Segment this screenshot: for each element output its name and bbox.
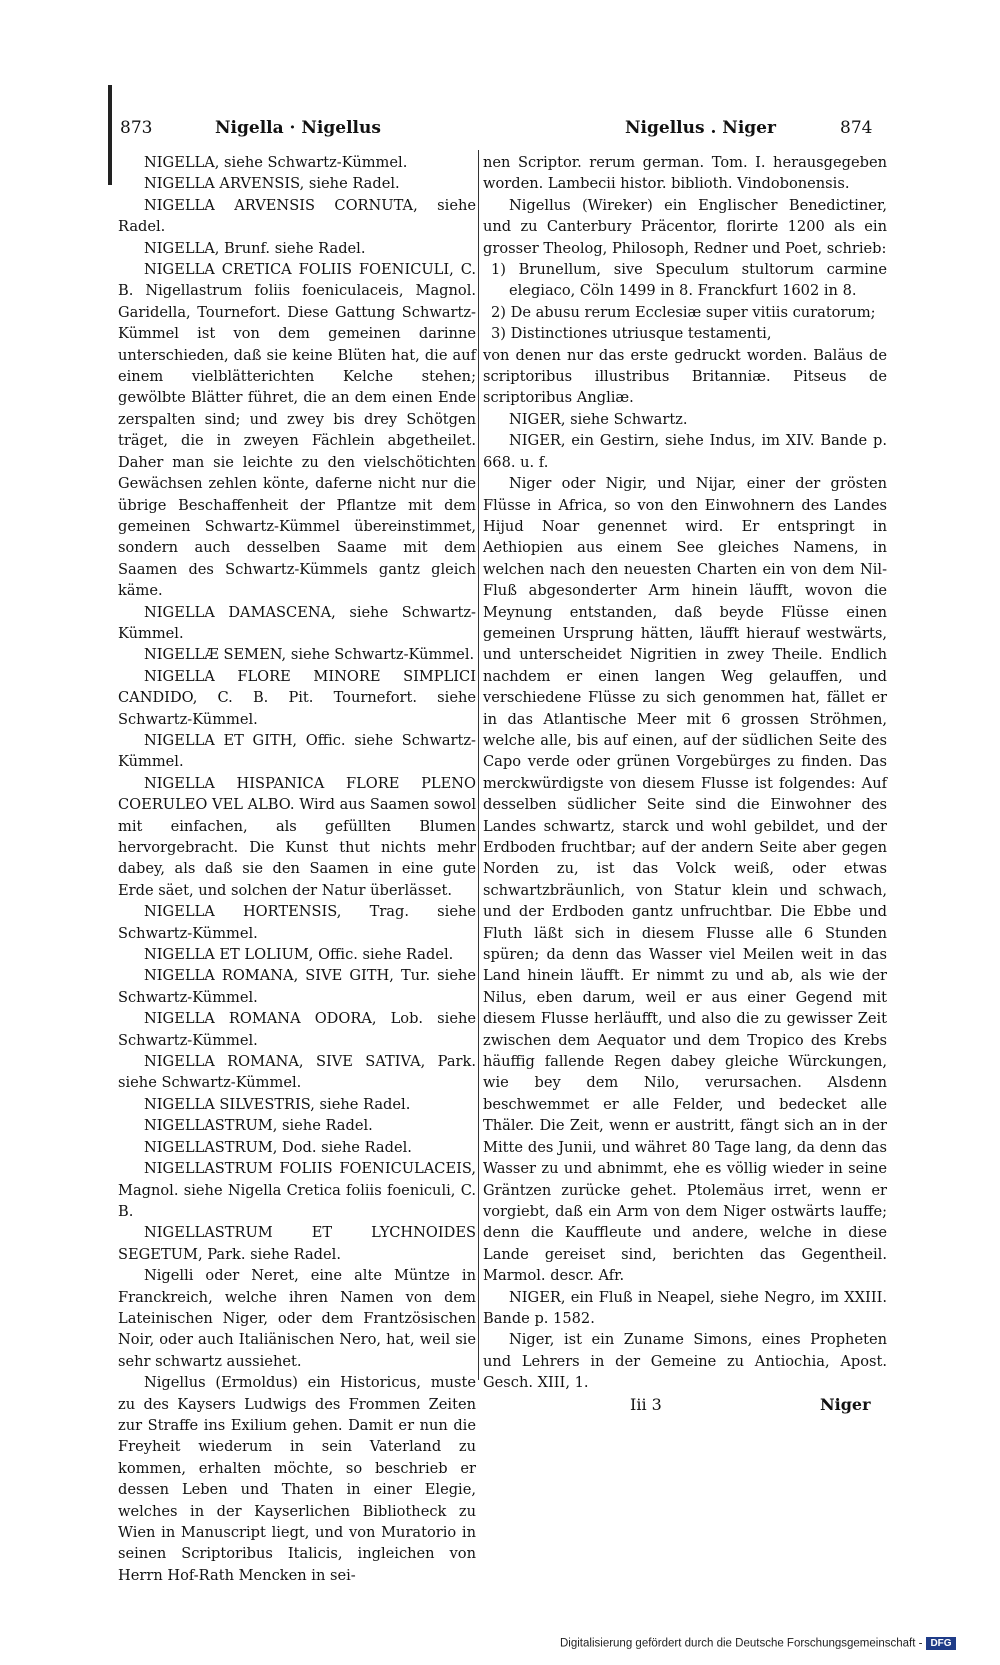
entry-paragraph: 2) De abusu rerum Ecclesiæ super vitiis curatorum; <box>491 303 876 321</box>
left-column <box>118 152 476 1586</box>
entry-paragraph: NIGELLA CRETICA FOLIIS FOENICULI, C. B. Nigellastrum foliis foeniculaceis, Magnol. Garidella, Tournefort. Diese Gattung Schwartz-Kümmel ist von dem gemeinen darinne unterschieden, daß sie keine Blüten hat, die auf einem vielblätterichten Kelche stehen; gewölbte Blätter führet, die an dem einen Ende zerspalten sind; und zwey bis drey Schötgen träget, die in zweyen Fächlein abgetheilet. Daher man sie leichte zu den vielschötichten Gewächsen zehlen könte, daferne nicht nur die übrige Beschaffenheit der Pflantze mit dem gemeinen Schwartz-Kümmel übereinstimmet, sondern auch desselben Saame mit dem Saamen des Schwartz-Kümmels gantz gleich käme. <box>118 261 476 600</box>
entry-paragraph: NIGELLA HORTENSIS, Trag. siehe Schwartz-Kümmel. <box>118 903 476 942</box>
left-page-number: 873 <box>120 118 153 138</box>
right-page-number: 874 <box>840 118 873 138</box>
right-running-title: Nigellus . Niger <box>625 118 776 138</box>
entry-paragraph: NIGELLA ET LOLIUM, Offic. siehe Radel. <box>144 946 454 964</box>
entry-paragraph: NIGELLASTRUM, Dod. siehe Radel. <box>144 1138 412 1156</box>
running-header <box>120 118 890 144</box>
entry-paragraph: NIGELLA SILVESTRIS, siehe Radel. <box>144 1095 411 1113</box>
entry-paragraph: NIGELLA ROMANA, SIVE GITH, Tur. siehe Schwartz-Kümmel. <box>118 967 476 1006</box>
entry-paragraph: NIGELLA DAMASCENA, siehe Schwartz-Kümmel. <box>118 603 476 642</box>
entry-paragraph: NIGELLASTRUM ET LYCHNOIDES SEGETUM, Park. siehe Radel. <box>118 1224 476 1263</box>
entry-paragraph: NIGER, ein Fluß in Neapel, siehe Negro, im XXIII. Bande p. 1582. <box>483 1288 887 1327</box>
signature-mark: Iii 3 <box>630 1395 662 1414</box>
entry-paragraph: NIGELLA HISPANICA FLORE PLENO COERULEO VEL ALBO. Wird aus Saamen sowol mit einfachen, als gefüllten Blumen hervorgebracht. Die Kunst thut nichts mehr dabey, als daß sie den Saamen in eine gute Erde säet, und solchen der Natur überlässet. <box>118 774 476 899</box>
entry-paragraph: NIGELLA ROMANA, SIVE SATIVA, Park. siehe Schwartz-Kümmel. <box>118 1053 476 1092</box>
entry-paragraph: NIGER, siehe Schwartz. <box>509 410 688 428</box>
entry-paragraph: NIGELLA, siehe Schwartz-Kümmel. <box>144 154 408 171</box>
entry-paragraph: NIGELLASTRUM, siehe Radel. <box>144 1117 373 1135</box>
scan-margin-mark <box>108 85 112 185</box>
entry-paragraph: Nigellus (Wireker) ein Englischer Benedictiner, und zu Canterbury Präcentor, florirte 1200 als ein grosser Theolog, Philosoph, Redner und Poet, schrieb: <box>483 196 887 257</box>
entry-paragraph: 3) Distinctiones utriusque testamenti, <box>491 325 772 343</box>
page-footer <box>120 1395 890 1425</box>
entry-paragraph: Nigelli oder Neret, eine alte Müntze in Franckreich, welche ihren Namen von dem Lateinischen Niger, oder dem Frantzösischen Noir, oder auch Italiänischen Nero, hat, weil sie sehr schwartz aussiehet. <box>118 1267 476 1370</box>
entry-paragraph: von denen nur das erste gedruckt worden. Baläus de scriptoribus illustribus Britanniæ. Pitseus de scriptoribus Angliæ. <box>483 346 887 407</box>
column-divider <box>478 150 479 1380</box>
entry-paragraph: NIGELLÆ SEMEN, siehe Schwartz-Kümmel. <box>144 646 475 664</box>
entry-paragraph: nen Scriptor. rerum german. Tom. I. herausgegeben worden. Lambecii histor. biblioth. Vindobonensis. <box>483 154 887 193</box>
entry-paragraph: Niger, ist ein Zuname Simons, eines Propheten und Lehrers in der Gemeine zu Antiochia, Apost. Gesch. XIII, 1. <box>483 1331 887 1392</box>
left-running-title: Nigella · Nigellus <box>215 118 381 138</box>
catchword: Niger <box>820 1395 871 1414</box>
entry-paragraph: NIGELLA ARVENSIS, siehe Radel. <box>144 175 400 193</box>
entry-paragraph: NIGELLA ARVENSIS CORNUTA, siehe Radel. <box>118 196 476 236</box>
funding-note <box>560 1637 956 1650</box>
entry-paragraph: NIGELLA, Brunf. siehe Radel. <box>144 239 366 257</box>
entry-paragraph: Niger oder Nigir, und Nijar, einer der grösten Flüsse in Africa, so von den Einwohnern des Landes Hijud Noar genennet wird. Er entspringt in Aethiopien aus einem See gleiches Namens, in welchen nach den neuesten Charten ein von dem Nil-Fluß abgesonderter Arm hinein läufft, wovon die Meynung entstanden, daß beyde Flüsse einen gemeinen Ursprung hätten, läufft hierauf westwärts, und unterscheidet Nigritien in zwey Theile. Endlich nachdem er einen langen Weg gelauffen, und verschiedene Flüsse zu sich genommen hat, fället er in das Atlantische Meer mit 6 grossen Ströhmen, welche alle, bis auf einen, auf der südlichen Seite des Capo verde oder grünen Vorgebürges zu finden. Das merckwürdigste von diesem Flusse ist folgendes: Auf desselben südlicher Seite sind die Einwohner des Landes schwartz, starck und wohl gebildet, und der Erdboden fruchtbar; auf der andern Seite aber gegen Norden zu, ist das Volck weiß, oder etwas schwartzbräunlich, von Statur klein und schwach, und der Erdboden gantz unfruchtbar. Die Ebbe und Fluth läßt sich in diesem Flusse alle 6 Stunden spüren; da denn das Wasser viel Meilen weit in das Land hinein läufft. Er nimmt zu und ab, als wie der Nilus, eben darum, weil er aus einer Gegend mit diesem Flusse herläufft, und also die zu gewisser Zeit zwischen dem Aequator und dem Tropico des Krebs häuffig fallende Regen dabey gleiche Würckungen, wie bey dem Nilo, verursachen. Alsdenn beschwemmet er alle Felder, und bedecket alle Thäler. Die Zeit, wenn er austritt, fängt sich an in der Mitte des Junii, und währet 80 Tage lang, da denn das Wasser zu und abnimmt, ehe es völlig wieder in seine Gräntzen zurücke gehet. Ptolemäus irret, wenn er vorgiebt, daß ein Arm von dem Niger ostwärts lauffe; denn die Kauffleute und andere, welche in diese Lande gereiset sind, berichten das Gegentheil. Marmol. descr. Afr. <box>483 475 887 1285</box>
entry-paragraph: Nigellus (Ermoldus) ein Historicus, muste zu des Kaysers Ludwigs des Frommen Zeiten zur Straffe ins Exilium gehen. Damit er nun die Freyheit wiederum in sein Vaterland zu kommen, erhalten möchte, so beschrieb er dessen Leben und Thaten in einer Elegie, welches in der Kayserlichen Bibliotheck zu Wien in Manuscript liegt, und von Muratorio in seinen Scriptoribus Italicis, ingleichen von Herrn Hof-Rath Mencken in sei- <box>118 1374 476 1584</box>
funding-text: Digitalisierung gefördert durch die Deutsche Forschungsgemeinschaft - <box>560 1637 923 1650</box>
entry-paragraph: NIGELLA ET GITH, Offic. siehe Schwartz-Kümmel. <box>118 731 476 771</box>
entry-paragraph: 1) Brunellum, sive Speculum stultorum carmine elegiaco, Cöln 1499 in 8. Franckfurt 1602 in 8. <box>491 261 887 300</box>
entry-paragraph: NIGELLA ROMANA ODORA, Lob. siehe Schwartz-Kümmel. <box>118 1010 476 1049</box>
entry-paragraph: NIGELLA FLORE MINORE SIMPLICI CANDIDO, C. B. Pit. Tournefort. siehe Schwartz-Kümmel. <box>118 667 476 728</box>
right-column <box>483 152 887 1394</box>
entry-paragraph: NIGER, ein Gestirn, siehe Indus, im XIV. Bande p. 668. u. f. <box>483 432 887 471</box>
entry-paragraph: NIGELLASTRUM FOLIIS FOENICULACEIS, Magnol. siehe Nigella Cretica foliis foeniculi, C. B. <box>118 1160 476 1220</box>
dfg-logo: DFG <box>926 1637 955 1650</box>
